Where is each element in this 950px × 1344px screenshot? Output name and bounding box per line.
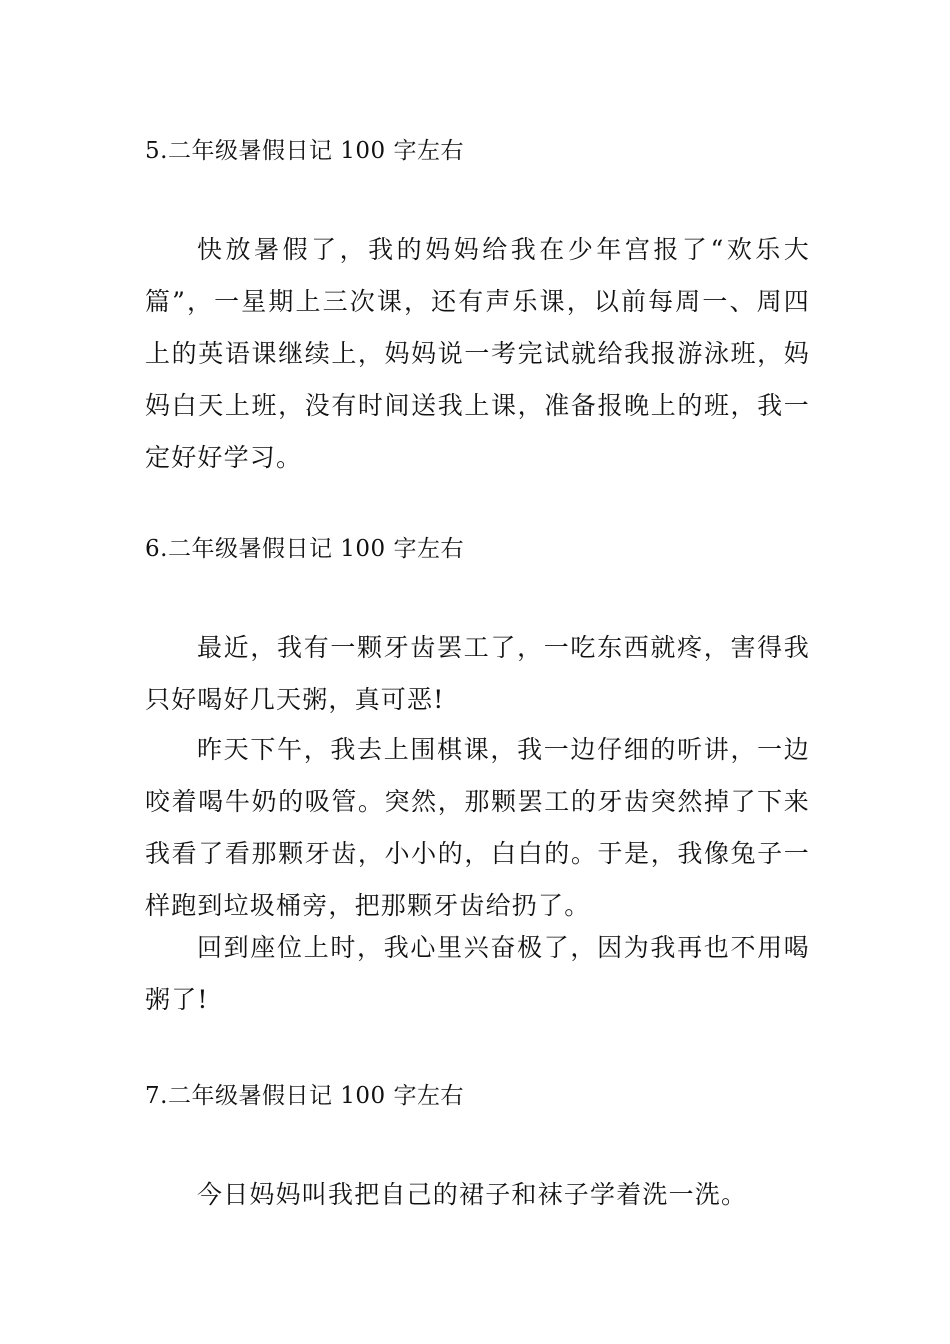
section-6-paragraph-3: 回到座位上时，我心里兴奋极了，因为我再也不用喝粥了! bbox=[145, 933, 810, 1014]
section-7-heading: 7.二年级暑假日记 100 字左右 bbox=[145, 1083, 464, 1109]
section-7-paragraph-1: 今日妈妈叫我把自己的裙子和袜子学着洗一洗。 bbox=[197, 1180, 748, 1209]
section-6-paragraph-2: 昨天下午，我去上围棋课，我一边仔细的听讲，一边咬着喝牛奶的吸管。突然，那颗罢工的牙齿突然掉了下来我看了看那颗牙齿，小小的，白白的。于是，我像兔子一样跑到垃圾桶旁，把那颗牙齿给扔了。 bbox=[145, 735, 810, 920]
section-6-heading: 6.二年级暑假日记 100 字左右 bbox=[145, 536, 464, 562]
section-5-heading: 5.二年级暑假日记 100 字左右 bbox=[145, 138, 464, 164]
section-5-paragraph-1: 快放暑假了，我的妈妈给我在少年宫报了“欢乐大篇”，一星期上三次课，还有声乐课，以前每周一、周四上的英语课继续上，妈妈说一考完试就给我报游泳班，妈妈白天上班，没有时间送我上课，准备报晚上的班，我一定好好学习。 bbox=[145, 235, 810, 472]
section-6-paragraph-1: 最近，我有一颗牙齿罢工了，一吃东西就疼，害得我只好喝好几天粥，真可恶! bbox=[145, 633, 810, 714]
